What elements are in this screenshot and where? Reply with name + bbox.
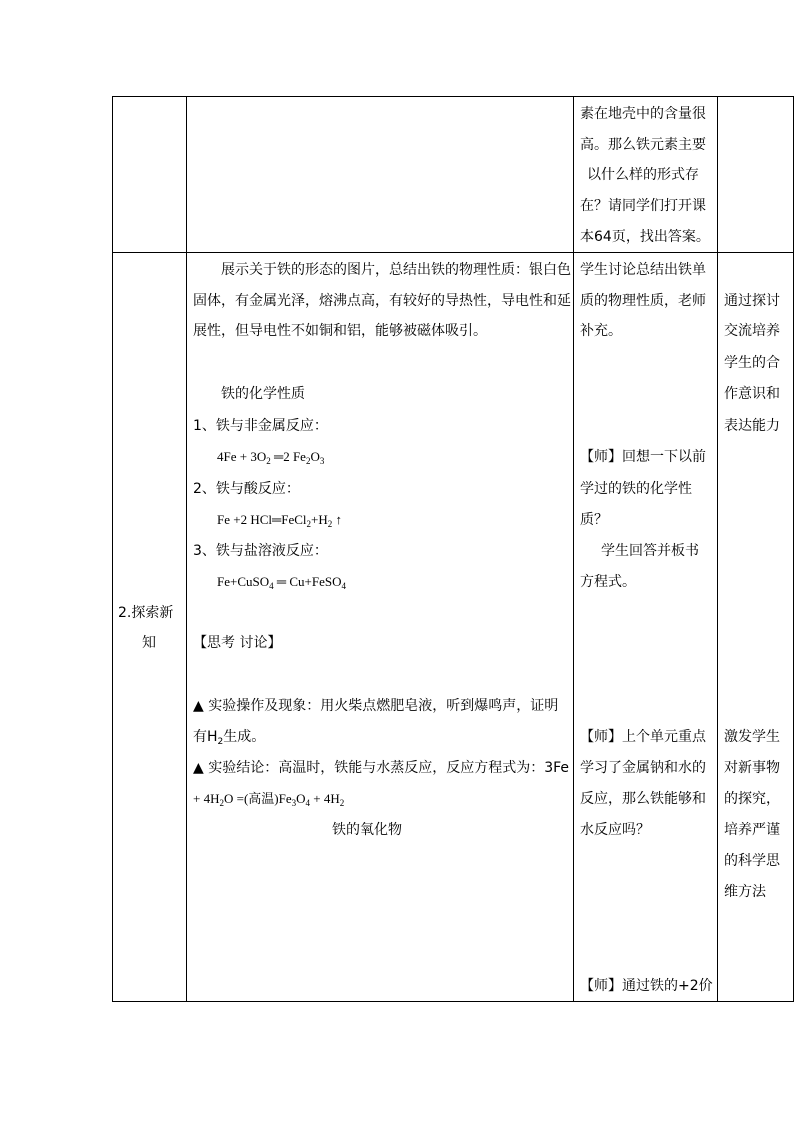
activity-text: 以什么样的形式存 <box>587 167 699 183</box>
column-divider <box>717 97 718 1001</box>
experiment-text: 有$H_2$生成。 <box>193 729 266 747</box>
activity-text: 水反应吗？ <box>580 822 650 838</box>
content-paragraph: 展性，但导电性不如铜和铝，能够被磁体吸引。 <box>193 323 487 339</box>
activity-text: 学过的铁的化学性 <box>580 481 692 497</box>
activity-text: 补充。 <box>580 323 622 339</box>
activity-text: 方程式。 <box>580 574 636 590</box>
activity-text: 学生回答并板书 <box>601 543 699 559</box>
activity-text: 【师】上个单元重点 <box>580 729 706 745</box>
equation: $4Fe + 3O_2$ ═2 $Fe_2O_3$ <box>217 449 325 466</box>
intent-text: 表达能力 <box>724 418 780 434</box>
discussion-heading: 【思考 讨论】 <box>193 635 282 651</box>
activity-text: 素在地壳中的含量很 <box>580 106 706 122</box>
intent-text: 作意识和 <box>724 386 780 402</box>
intent-text: 激发学生 <box>724 729 780 745</box>
equation: Fe+CuSO$_4$ ═ Cu+FeSO$_4$ <box>217 574 346 591</box>
activity-text: 【师】通过铁的+2价 <box>580 978 713 994</box>
activity-text: 本64页，找出答案。 <box>580 229 710 245</box>
intent-text: 的探究， <box>724 791 780 807</box>
column-divider <box>186 97 187 1001</box>
column-divider <box>573 97 574 1001</box>
section-heading: 铁的氧化物 <box>332 822 402 838</box>
intent-text: 学生的合 <box>724 355 780 371</box>
intent-text: 交流培养 <box>724 323 780 339</box>
activity-text: 反应，那么铁能够和 <box>580 791 706 807</box>
stage-label: 知 <box>142 635 156 651</box>
equation: + $4H_2O$ =(高温)$Fe_3O_4 + 4H_2$ <box>193 791 345 808</box>
list-item: 2、铁与酸反应： <box>193 481 300 497</box>
intent-text: 的科学思 <box>724 853 780 869</box>
activity-text: 质的物理性质，老师 <box>580 293 706 309</box>
section-heading: 铁的化学性质 <box>221 386 305 402</box>
activity-text: 在？请同学们打开课 <box>580 198 706 214</box>
intent-text: 维方法 <box>724 884 766 900</box>
content-paragraph: 展示关于铁的形态的图片，总结出铁的物理性质：银白色 <box>221 262 571 278</box>
experiment-text: ▲ 实验操作及现象：用火柴点燃肥皂液，听到爆鸣声，证明 <box>193 698 559 714</box>
equation: Fe +2 $HCl═FeCl_2+H_2$ ↑ <box>217 512 342 529</box>
activity-text: 学生讨论总结出铁单 <box>580 262 706 278</box>
experiment-text: ▲ 实验结论：高温时，铁能与水蒸反应，反应方程式为：3Fe <box>193 760 570 776</box>
row-divider <box>113 252 793 253</box>
stage-label: 2.探索新 <box>118 605 174 621</box>
activity-text: 质？ <box>580 512 608 528</box>
activity-text: 高。那么铁元素主要 <box>580 137 706 153</box>
list-item: 1、铁与非金属反应： <box>193 418 328 434</box>
intent-text: 对新事物 <box>724 760 780 776</box>
activity-text: 【师】回想一下以前 <box>580 449 706 465</box>
activity-text: 学习了金属钠和水的 <box>580 760 706 776</box>
content-paragraph: 固体，有金属光泽，熔沸点高，有较好的导热性，导电性和延 <box>193 293 571 309</box>
list-item: 3、铁与盐溶液反应： <box>193 543 328 559</box>
intent-text: 培养严谨 <box>724 822 780 838</box>
intent-text: 通过探讨 <box>724 293 780 309</box>
